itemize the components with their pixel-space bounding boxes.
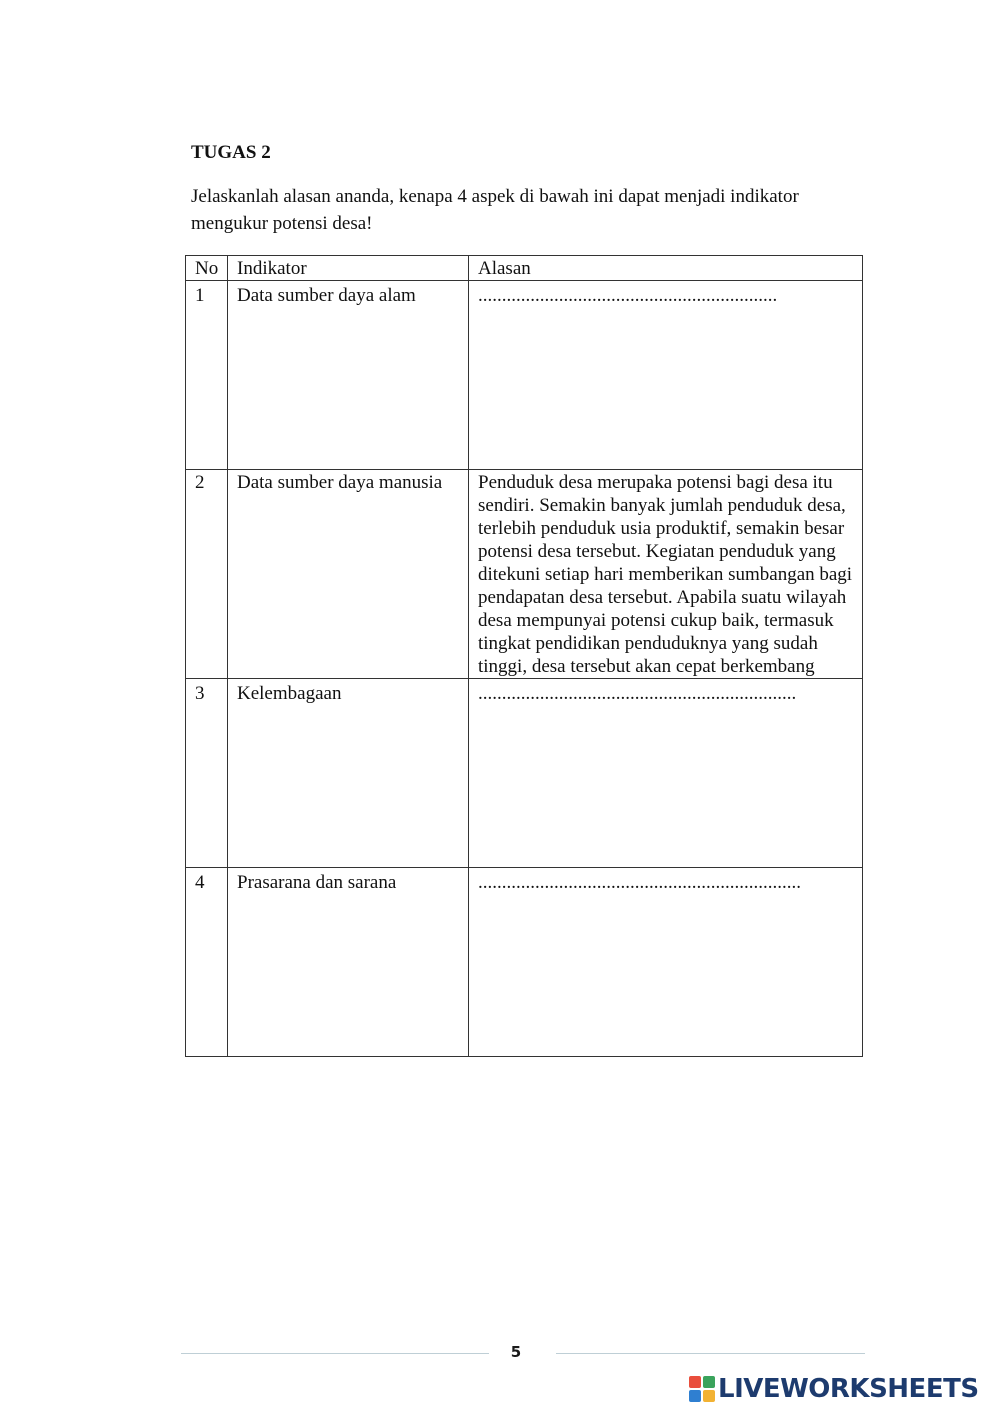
row-indicator: Prasarana dan sarana <box>228 868 469 1057</box>
row-number: 4 <box>186 868 228 1057</box>
page-title: TUGAS 2 <box>191 142 271 163</box>
logo-tile <box>703 1390 715 1402</box>
header-no: No <box>186 256 228 281</box>
footer-divider-right <box>556 1353 865 1354</box>
answer-text: Penduduk desa merupaka potensi bagi desa itu sendiri. Semakin banyak jumlah penduduk desa, terlebih penduduk usia produktif, semakin besar potensi desa tersebut. Kegiatan penduduk yang ditekuni setiap hari memberikan sumbangan bagi pendapatan desa tersebut. Apabila suatu wilayah desa mempunyai potensi cukup baik, termasuk tingkat pendidikan penduduknya yang sudah tinggi, desa tersebut akan cepat berkembang <box>478 472 853 677</box>
answer-text: .................................................................... <box>478 872 801 893</box>
answer-field <box>469 470 863 679</box>
table-row <box>186 281 863 470</box>
table-header-row <box>186 256 863 281</box>
row-number: 3 <box>186 679 228 868</box>
answer-text: ................................................................... <box>478 683 797 704</box>
liveworksheets-brand[interactable] <box>689 1372 979 1406</box>
table-row <box>186 679 863 868</box>
logo-tile <box>703 1376 715 1388</box>
logo-tile <box>689 1390 701 1402</box>
row-number: 2 <box>186 470 228 679</box>
logo-tile <box>689 1376 701 1388</box>
header-reason: Alasan <box>469 256 863 281</box>
answer-text: ............................................................... <box>478 285 778 306</box>
table-row <box>186 470 863 679</box>
answer-field[interactable] <box>469 868 863 1057</box>
answer-field[interactable] <box>469 679 863 868</box>
table-row <box>186 868 863 1057</box>
row-indicator: Kelembagaan <box>228 679 469 868</box>
task-instruction: Jelaskanlah alasan ananda, kenapa 4 aspek di bawah ini dapat menjadi indikator mengukur potensi desa! <box>191 186 799 234</box>
page-number: 5 <box>510 1343 522 1361</box>
row-indicator: Data sumber daya alam <box>228 281 469 470</box>
row-number: 1 <box>186 281 228 470</box>
liveworksheets-logo-icon <box>689 1376 715 1402</box>
row-indicator: Data sumber daya manusia <box>228 470 469 679</box>
header-indicator: Indikator <box>228 256 469 281</box>
indicator-table <box>185 255 863 1057</box>
footer-divider-left <box>181 1353 489 1354</box>
brand-text: LIVEWORKSHEETS <box>718 1374 979 1404</box>
answer-field[interactable] <box>469 281 863 470</box>
